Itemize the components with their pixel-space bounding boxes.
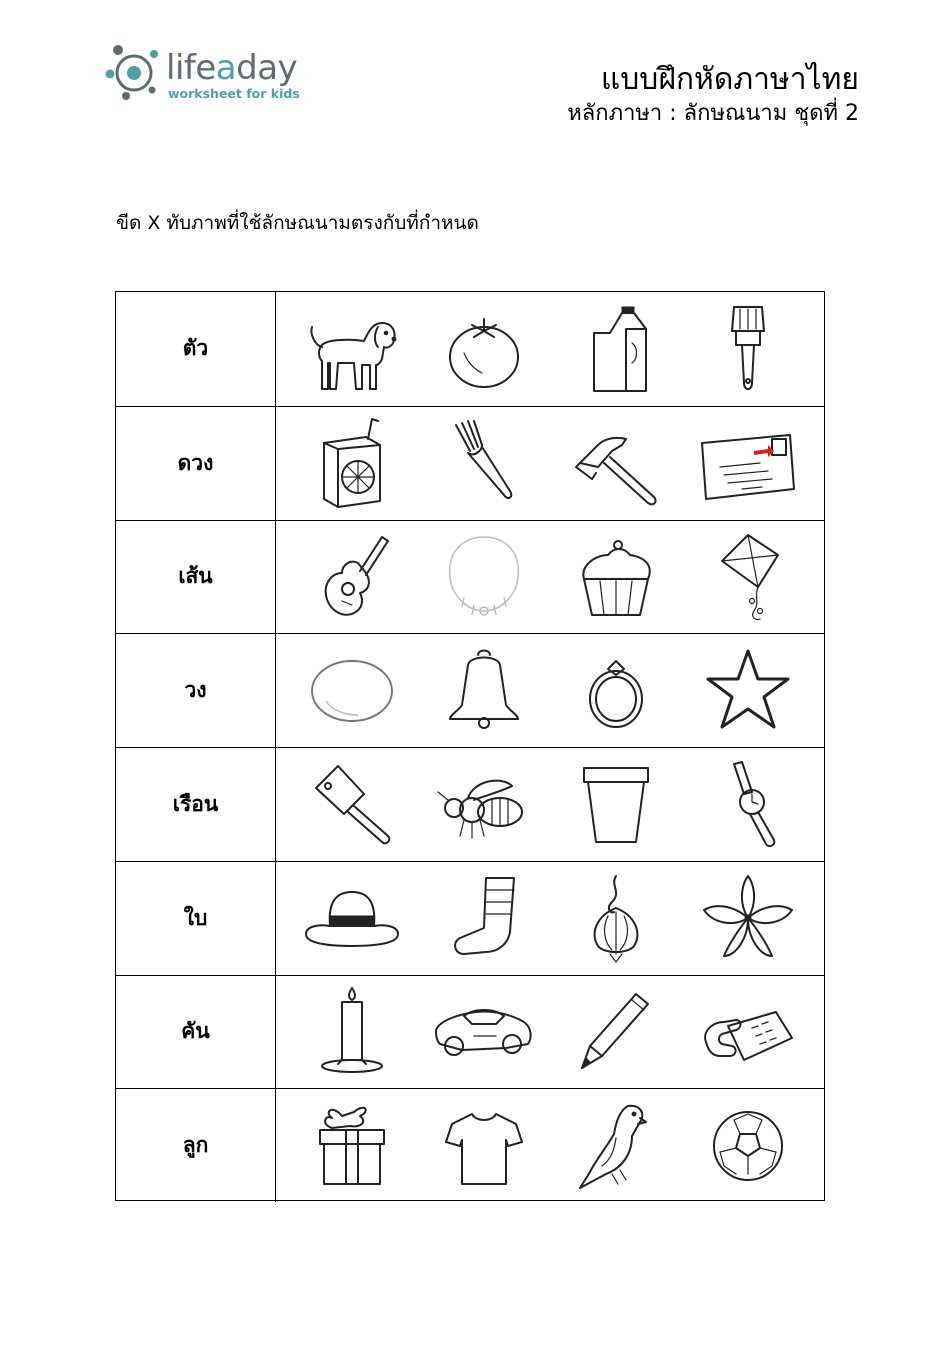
candle-picture[interactable] bbox=[297, 984, 407, 1080]
star-picture[interactable] bbox=[693, 643, 803, 739]
t-shirt-picture[interactable] bbox=[429, 1098, 539, 1194]
envelope-icon bbox=[698, 417, 798, 509]
pencil-icon bbox=[566, 986, 666, 1078]
milk-jug-icon bbox=[566, 303, 666, 395]
logo bbox=[104, 42, 324, 106]
dog-picture[interactable] bbox=[297, 301, 407, 397]
soccer-ball-icon bbox=[698, 1100, 798, 1192]
envelope-picture[interactable] bbox=[693, 415, 803, 511]
fork-picture[interactable] bbox=[429, 415, 539, 511]
egg-icon bbox=[302, 645, 402, 737]
telephone-picture[interactable] bbox=[693, 984, 803, 1080]
classifier-label: เส้น bbox=[116, 521, 276, 634]
paintbrush-picture[interactable] bbox=[693, 301, 803, 397]
pencil-picture[interactable] bbox=[561, 984, 671, 1080]
table-row bbox=[116, 1088, 824, 1202]
hat-icon bbox=[302, 872, 402, 964]
table-row bbox=[116, 406, 824, 520]
dog-icon bbox=[302, 303, 402, 395]
onion-picture[interactable] bbox=[561, 870, 671, 966]
instruction-text: ขีด X ทับภาพที่ใช้ลักษณนามตรงกับที่กำหนด bbox=[116, 212, 479, 234]
necklace-icon bbox=[434, 531, 534, 623]
cupcake-picture[interactable] bbox=[561, 529, 671, 625]
logo-wordmark: lifeaday bbox=[166, 48, 298, 88]
cleaver-picture[interactable] bbox=[297, 756, 407, 852]
star-icon bbox=[698, 645, 798, 737]
milk-jug-picture[interactable] bbox=[561, 301, 671, 397]
juice-box-icon bbox=[302, 417, 402, 509]
candle-icon bbox=[302, 986, 402, 1078]
necklace-picture[interactable] bbox=[429, 529, 539, 625]
hat-picture[interactable] bbox=[297, 870, 407, 966]
flower-pot-icon bbox=[566, 758, 666, 850]
t-shirt-icon bbox=[434, 1100, 534, 1192]
classifier-label: ดวง bbox=[116, 407, 276, 520]
classifier-label: วง bbox=[116, 634, 276, 747]
juice-box-picture[interactable] bbox=[297, 415, 407, 511]
bird-picture[interactable] bbox=[561, 1098, 671, 1194]
logo-tagline: worksheet for kids bbox=[168, 86, 300, 101]
flower-picture[interactable] bbox=[693, 870, 803, 966]
table-row bbox=[116, 975, 824, 1089]
flower-icon bbox=[698, 872, 798, 964]
classifier-label: ตัว bbox=[116, 292, 276, 406]
hammer-picture[interactable] bbox=[561, 415, 671, 511]
kite-picture[interactable] bbox=[693, 529, 803, 625]
bee-picture[interactable] bbox=[429, 756, 539, 852]
soccer-ball-picture[interactable] bbox=[693, 1098, 803, 1194]
classifier-label: ใบ bbox=[116, 862, 276, 975]
worksheet-subtitle: หลักภาษา : ลักษณนาม ชุดที่ 2 bbox=[567, 101, 859, 126]
table-row bbox=[116, 292, 824, 406]
bell-icon bbox=[434, 645, 534, 737]
flower-pot-picture[interactable] bbox=[561, 756, 671, 852]
ring-icon bbox=[566, 645, 666, 737]
exercise-table bbox=[115, 291, 825, 1201]
bell-picture[interactable] bbox=[429, 643, 539, 739]
table-row bbox=[116, 520, 824, 634]
classifier-label: ลูก bbox=[116, 1089, 276, 1202]
sock-icon bbox=[434, 872, 534, 964]
classifier-label: คัน bbox=[116, 976, 276, 1089]
wristwatch-icon bbox=[698, 758, 798, 850]
logo-icon bbox=[104, 42, 166, 104]
car-icon bbox=[434, 986, 534, 1078]
gift-box-picture[interactable] bbox=[297, 1098, 407, 1194]
classifier-label: เรือน bbox=[116, 748, 276, 861]
cupcake-icon bbox=[566, 531, 666, 623]
guitar-icon bbox=[302, 531, 402, 623]
cleaver-icon bbox=[302, 758, 402, 850]
fork-icon bbox=[434, 417, 534, 509]
table-row bbox=[116, 633, 824, 747]
kite-icon bbox=[698, 531, 798, 623]
sock-picture[interactable] bbox=[429, 870, 539, 966]
onion-icon bbox=[566, 872, 666, 964]
table-row bbox=[116, 861, 824, 975]
paintbrush-icon bbox=[698, 303, 798, 395]
ring-picture[interactable] bbox=[561, 643, 671, 739]
bee-icon bbox=[434, 758, 534, 850]
hammer-icon bbox=[566, 417, 666, 509]
telephone-icon bbox=[698, 986, 798, 1078]
worksheet-title: แบบฝึกหัดภาษาไทย bbox=[600, 62, 859, 97]
tomato-picture[interactable] bbox=[429, 301, 539, 397]
egg-picture[interactable] bbox=[297, 643, 407, 739]
gift-box-icon bbox=[302, 1100, 402, 1192]
tomato-icon bbox=[434, 303, 534, 395]
table-row bbox=[116, 747, 824, 861]
bird-icon bbox=[566, 1100, 666, 1192]
wristwatch-picture[interactable] bbox=[693, 756, 803, 852]
car-picture[interactable] bbox=[429, 984, 539, 1080]
guitar-picture[interactable] bbox=[297, 529, 407, 625]
